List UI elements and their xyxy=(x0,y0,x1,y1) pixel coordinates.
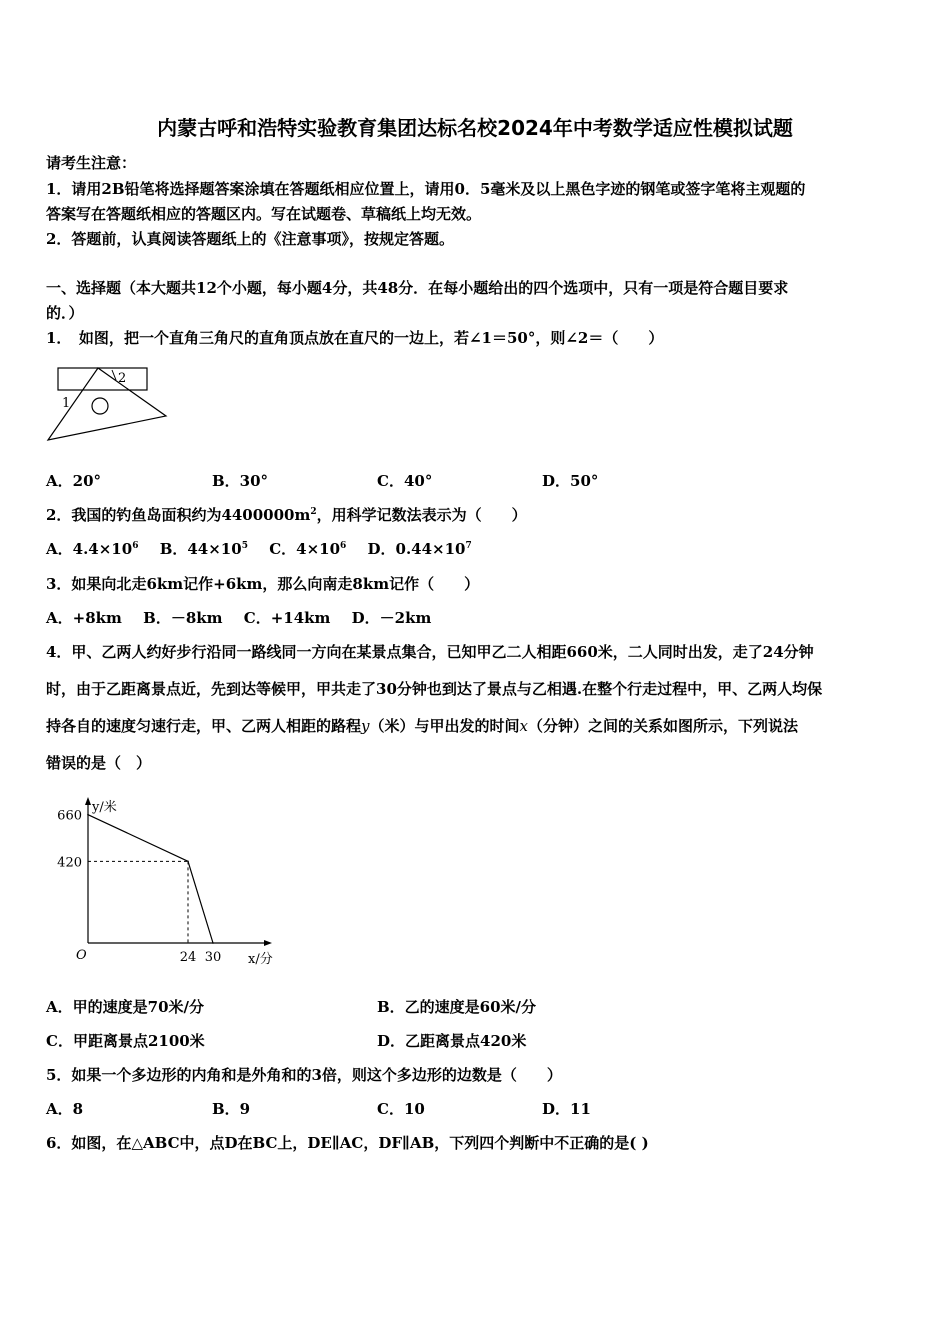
series-line xyxy=(88,815,213,943)
x-axis-arrow xyxy=(264,940,272,946)
q5-stem: 5．如果一个多边形的内角和是外角和的3倍，则这个多边形的边数是（ ） xyxy=(46,1066,562,1084)
q2-option-c[interactable]: C．$4\times 10^6$ xyxy=(269,540,347,558)
y-axis-label: y/米 xyxy=(92,800,117,815)
data-point xyxy=(212,942,214,944)
q5-option-d[interactable]: D．11 xyxy=(542,1100,591,1118)
q2-option-d[interactable]: D．$0.44\times 10^7$ xyxy=(367,540,472,558)
angle-1-label: 1 xyxy=(62,396,71,411)
q4-chart xyxy=(46,795,286,975)
q2-stem-text: 2．我国的钓鱼岛面积约为4400000m xyxy=(46,506,311,524)
notice-line-1: 1．请用2B铅笔将选择题答案涂填在答题纸相应位置上，请用0．5毫米及以上黑色字迹的钢笔或签字笔将主观题的 xyxy=(46,180,806,198)
q2-options xyxy=(46,538,472,559)
q3-stem: 3．如果向北走6km记作+6km，那么向南走8km记作（ ） xyxy=(46,575,480,593)
q2-option-b[interactable]: B．$44\times 10^5$ xyxy=(159,540,248,558)
q1-figure xyxy=(40,362,175,446)
y-tick-label: 420 xyxy=(57,855,82,871)
q4-option-b[interactable]: B．乙的速度是60米/分 xyxy=(377,998,537,1016)
q3-option-d[interactable]: D．－2km xyxy=(351,609,432,627)
data-point xyxy=(87,814,89,816)
q1-option-c[interactable]: C．40° xyxy=(377,472,433,490)
q3-option-a[interactable]: A．+8km xyxy=(46,609,122,627)
q4-line-3: 持各自的速度匀速行走，甲、乙两人相距的路程y（米）与甲出发的时间x（分钟）之间的关系如图所示，下列说法 xyxy=(46,717,798,735)
section-heading-line-2: 的．） xyxy=(46,304,84,322)
q5-option-c[interactable]: C．10 xyxy=(377,1100,425,1118)
angle-2-label: 2 xyxy=(118,371,127,386)
q4-line-2: 时，由于乙距离景点近，先到达等候甲，甲共走了30分钟也到达了景点与乙相遇.在整个行走过程中，甲、乙两人均保 xyxy=(46,680,823,698)
q1-option-b[interactable]: B．30° xyxy=(212,472,269,490)
q1-option-a[interactable]: A．20° xyxy=(46,472,102,490)
y-tick-label: 660 xyxy=(57,808,82,824)
q3-option-b[interactable]: B．－8km xyxy=(143,609,223,627)
q4-line-4: 错误的是（ ） xyxy=(46,754,152,772)
x-tick-label: 24 xyxy=(179,950,197,965)
q4-option-c[interactable]: C．甲距离景点2100米 xyxy=(46,1032,205,1050)
q5-option-b[interactable]: B．9 xyxy=(212,1100,251,1118)
q5-option-a[interactable]: A．8 xyxy=(46,1100,84,1118)
q2-option-a[interactable]: A．$4.4\times 10^6$ xyxy=(46,540,139,558)
q2-stem xyxy=(46,504,527,525)
q4-option-a[interactable]: A．甲的速度是70米/分 xyxy=(46,998,204,1016)
q6-stem: 6．如图，在△ABC中，点D在BC上，DE∥AC，DF∥AB，下列四个判断中不正确的是( ) xyxy=(46,1134,649,1152)
q3-options xyxy=(46,607,431,628)
x-tick-label: 30 xyxy=(204,950,222,965)
notice-line-2: 答案写在答题纸相应的答题区内。写在试题卷、草稿纸上均无效。 xyxy=(46,205,482,223)
section-heading-line-1: 一、选择题（本大题共12个小题，每小题4分，共48分．在每小题给出的四个选项中，只有一项是符合题目要求 xyxy=(46,279,789,297)
q1-option-d[interactable]: D．50° xyxy=(542,472,599,490)
x-axis-label: x/分 xyxy=(248,952,273,967)
q2-stem-sup: 2 xyxy=(310,507,317,517)
q3-option-c[interactable]: C．+14km xyxy=(243,609,331,627)
q4-line-1: 4．甲、乙两人约好步行沿同一路线同一方向在某景点集合，已知甲乙二人相距660米，二人同时出发，走了24分钟 xyxy=(46,643,814,661)
notice-line-3: 2．答题前，认真阅读答题纸上的《注意事项》，按规定答题。 xyxy=(46,230,454,248)
q1-stem: 1． 如图，把一个直角三角尺的直角顶点放在直尺的一边上，若∠1＝50°，则∠2＝（ ） xyxy=(46,329,664,347)
q2-stem-tail: ，用科学记数法表示为（ ） xyxy=(316,506,527,524)
notice-heading: 请考生注意： xyxy=(46,154,137,172)
y-axis-arrow xyxy=(85,797,91,805)
data-point xyxy=(187,861,189,863)
origin-label: O xyxy=(76,948,87,963)
triangle-hole xyxy=(92,398,108,414)
q4-option-d[interactable]: D．乙距离景点420米 xyxy=(377,1032,527,1050)
page-title: 内蒙古呼和浩特实验教育集团达标名校2024年中考数学适应性模拟试题 xyxy=(157,116,793,140)
